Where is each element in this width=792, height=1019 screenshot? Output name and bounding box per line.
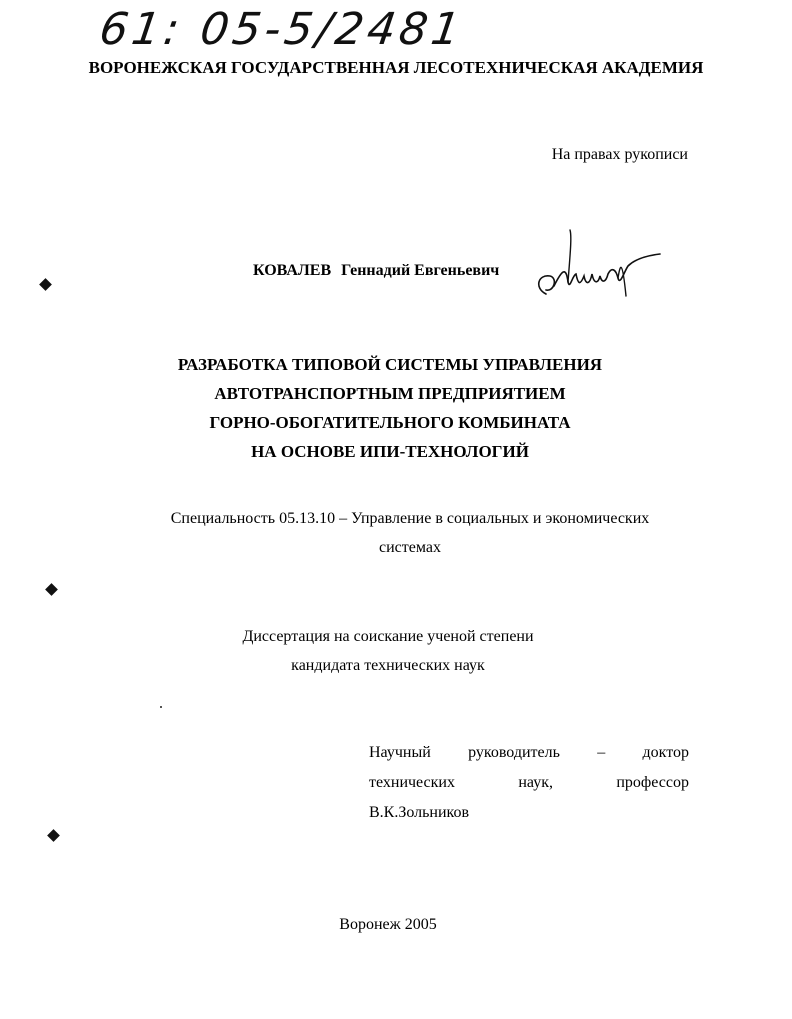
supervisor-word: – <box>597 744 606 761</box>
archive-number-handwritten: 61: 05-5/2481 <box>96 4 468 55</box>
manuscript-rights-note: На правах рукописи <box>551 146 688 163</box>
binding-hole-mark <box>39 278 52 291</box>
degree-line: кандидата технических наук <box>291 657 485 674</box>
supervisor-line <box>369 768 689 798</box>
title-line: ГОРНО-ОБОГАТИТЕЛЬНОГО КОМБИНАТА <box>209 413 571 432</box>
supervisor-word: Научный <box>369 744 431 761</box>
title-line: АВТОТРАНСПОРТНЫМ ПРЕДПРИЯТИЕМ <box>214 384 566 403</box>
supervisor-block <box>369 738 689 828</box>
author-signature <box>532 226 672 306</box>
city-year: Воронеж 2005 <box>339 916 437 933</box>
specialty-line: системах <box>379 539 441 556</box>
binding-hole-mark <box>45 583 58 596</box>
scan-speck <box>160 706 162 708</box>
specialty-block <box>0 504 792 562</box>
degree-block <box>0 622 776 680</box>
binding-hole-mark <box>47 829 60 842</box>
supervisor-word: руководитель <box>468 744 560 761</box>
supervisor-line <box>369 738 689 768</box>
dissertation-title <box>0 350 780 466</box>
title-line: НА ОСНОВЕ ИПИ-ТЕХНОЛОГИЙ <box>251 442 529 461</box>
degree-line: Диссертация на соискание ученой степени <box>242 628 534 645</box>
author-given-names: Геннадий Евгеньевич <box>341 262 500 279</box>
supervisor-word: профессор <box>616 774 689 791</box>
supervisor-word: наук, <box>518 774 553 791</box>
title-line: РАЗРАБОТКА ТИПОВОЙ СИСТЕМЫ УПРАВЛЕНИЯ <box>177 355 603 374</box>
author-surname: КОВАЛЕВ <box>253 262 332 279</box>
supervisor-name: В.К.Зольников <box>369 804 470 821</box>
supervisor-word: доктор <box>642 744 689 761</box>
supervisor-word: технических <box>369 774 455 791</box>
institution-name: ВОРОНЕЖСКАЯ ГОСУДАРСТВЕННАЯ ЛЕСОТЕХНИЧЕСКАЯ АКАДЕМИЯ <box>88 58 704 77</box>
specialty-line: Специальность 05.13.10 – Управление в социальных и экономических <box>170 510 650 527</box>
